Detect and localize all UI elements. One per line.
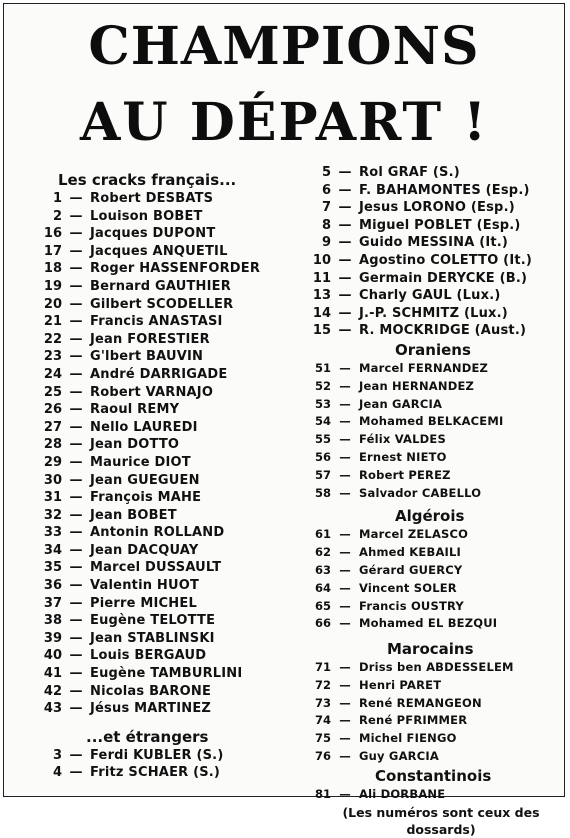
rider-name: F. BAHAMONTES (Esp.) bbox=[359, 182, 530, 198]
dash-separator: — bbox=[339, 562, 351, 577]
dash-separator: — bbox=[338, 288, 352, 304]
foreign-riders-heading: ...et étrangers bbox=[86, 727, 209, 746]
rider-row bbox=[303, 217, 565, 235]
rider-name: Nicolas BARONE bbox=[90, 683, 212, 699]
rider-row bbox=[303, 199, 565, 217]
rider-name: Gérard GUERCY bbox=[359, 562, 463, 577]
dash-separator: — bbox=[69, 613, 83, 629]
rider-row bbox=[30, 595, 300, 613]
rider-row bbox=[30, 436, 300, 454]
rider-name: Jean BOBET bbox=[90, 507, 177, 523]
rider-name: Jean GARCIA bbox=[359, 396, 443, 411]
dash-separator: — bbox=[69, 595, 83, 611]
rider-row bbox=[30, 260, 300, 278]
rider-name: Guy GARCIA bbox=[359, 749, 439, 764]
bib-number: 32 bbox=[43, 507, 62, 523]
rider-row bbox=[30, 524, 300, 542]
bib-number: 26 bbox=[43, 402, 62, 418]
rider-row bbox=[303, 396, 565, 414]
rider-row bbox=[30, 190, 300, 208]
rider-name: André DARRIGADE bbox=[90, 366, 228, 382]
rider-name: Gilbert SCODELLER bbox=[90, 296, 234, 312]
rider-name: Ahmed KEBAILI bbox=[359, 545, 462, 560]
rider-row bbox=[303, 234, 565, 252]
dash-separator: — bbox=[69, 296, 83, 312]
rider-row bbox=[30, 542, 300, 560]
rider-name: Raoul REMY bbox=[90, 402, 180, 418]
dash-separator: — bbox=[338, 182, 352, 198]
french-riders-list bbox=[30, 190, 300, 718]
rider-name: Ferdi KUBLER (S.) bbox=[90, 747, 224, 763]
rider-name: Jacques ANQUETIL bbox=[90, 243, 228, 259]
rider-row bbox=[30, 208, 300, 226]
bib-number: 38 bbox=[43, 613, 62, 629]
rider-row bbox=[30, 764, 300, 782]
rider-name: Jacques DUPONT bbox=[90, 226, 216, 242]
dash-separator: — bbox=[339, 485, 351, 500]
constantinois-heading: Constantinois bbox=[375, 766, 492, 785]
rider-row bbox=[30, 278, 300, 296]
dash-separator: — bbox=[339, 527, 351, 542]
rider-name: Robert DESBATS bbox=[90, 191, 214, 206]
dash-separator: — bbox=[69, 507, 83, 523]
bib-number: 14 bbox=[312, 305, 331, 321]
rider-name: Marcel DUSSAULT bbox=[90, 560, 222, 576]
rider-row bbox=[30, 612, 300, 630]
bib-number: 31 bbox=[43, 490, 62, 506]
bib-number: 62 bbox=[314, 545, 331, 560]
left-column bbox=[30, 170, 300, 782]
rider-row bbox=[30, 577, 300, 595]
dash-separator: — bbox=[339, 580, 351, 595]
rider-row bbox=[30, 747, 300, 765]
bib-number: 63 bbox=[314, 562, 331, 577]
dash-separator: — bbox=[339, 545, 351, 560]
bib-number: 3 bbox=[52, 747, 62, 763]
bib-number: 52 bbox=[314, 378, 331, 393]
rider-name: René REMANGEON bbox=[359, 695, 482, 710]
rider-name: Agostino COLETTO (It.) bbox=[359, 252, 533, 268]
dash-separator: — bbox=[339, 432, 351, 447]
dash-separator: — bbox=[69, 243, 83, 259]
bib-number: 15 bbox=[312, 323, 331, 339]
dash-separator: — bbox=[339, 360, 351, 375]
dash-separator: — bbox=[69, 349, 83, 365]
rider-row bbox=[303, 598, 565, 616]
bib-number: 39 bbox=[43, 630, 62, 646]
dash-separator: — bbox=[69, 560, 83, 576]
rider-name: Jean STABLINSKI bbox=[90, 630, 215, 646]
bib-number: 29 bbox=[43, 454, 62, 470]
bib-number: 55 bbox=[314, 432, 331, 447]
rider-row bbox=[303, 695, 565, 713]
bib-number: 76 bbox=[314, 749, 331, 764]
headline-line-1: CHAMPIONS bbox=[88, 16, 480, 77]
rider-row bbox=[30, 683, 300, 701]
dash-separator: — bbox=[339, 598, 351, 613]
bib-number-note-line-2: dossards) bbox=[406, 821, 476, 837]
rider-row bbox=[30, 331, 300, 349]
rider-row bbox=[303, 431, 565, 449]
rider-name: Roger HASSENFORDER bbox=[90, 261, 261, 277]
rider-row bbox=[303, 413, 565, 431]
rider-row bbox=[30, 472, 300, 490]
rider-row bbox=[303, 748, 565, 766]
bib-number: 8 bbox=[321, 217, 331, 233]
bib-number: 4 bbox=[52, 765, 62, 781]
rider-name: Jean DOTTO bbox=[90, 437, 180, 453]
rider-name: J.-P. SCHMITZ (Lux.) bbox=[359, 305, 508, 321]
bib-number: 40 bbox=[43, 648, 62, 664]
dash-separator: — bbox=[69, 472, 83, 488]
marocains-heading: Marocains bbox=[387, 640, 474, 659]
bib-number: 25 bbox=[43, 384, 62, 400]
bib-number: 7 bbox=[321, 200, 331, 216]
bib-number: 33 bbox=[43, 525, 62, 541]
dash-separator: — bbox=[338, 200, 352, 216]
rider-name: Jésus MARTINEZ bbox=[90, 701, 212, 717]
rider-name: Jesus LORONO (Esp.) bbox=[359, 200, 515, 216]
bib-number: 73 bbox=[314, 695, 331, 710]
bib-number: 57 bbox=[314, 467, 331, 482]
dash-separator: — bbox=[339, 467, 351, 482]
bib-number: 65 bbox=[314, 598, 331, 613]
rider-name: Francis ANASTASI bbox=[90, 314, 223, 330]
dash-separator: — bbox=[69, 765, 83, 781]
rider-name: Valentin HUOT bbox=[90, 578, 200, 594]
rider-name: Mohamed BELKACEMI bbox=[359, 414, 504, 429]
bib-number: 22 bbox=[43, 331, 62, 347]
rider-name: Salvador CABELLO bbox=[359, 485, 482, 500]
bib-number: 6 bbox=[321, 182, 331, 198]
dash-separator: — bbox=[339, 449, 351, 464]
headline-line-2: AU DÉPART ! bbox=[79, 92, 489, 153]
rider-row bbox=[303, 786, 565, 804]
rider-row bbox=[303, 287, 565, 305]
dash-separator: — bbox=[69, 314, 83, 330]
dash-separator: — bbox=[69, 261, 83, 277]
bib-number: 66 bbox=[314, 616, 331, 631]
rider-name: Vincent SOLER bbox=[359, 580, 457, 595]
dash-separator: — bbox=[339, 378, 351, 393]
dash-separator: — bbox=[69, 747, 83, 763]
dash-separator: — bbox=[69, 384, 83, 400]
bib-number: 5 bbox=[321, 165, 331, 180]
dash-separator: — bbox=[339, 616, 351, 631]
constantinois-list bbox=[303, 786, 565, 804]
dash-separator: — bbox=[339, 695, 351, 710]
rider-row bbox=[303, 360, 565, 378]
bib-number: 51 bbox=[314, 360, 331, 375]
rider-row bbox=[30, 225, 300, 243]
rider-name: G'lbert BAUVIN bbox=[90, 349, 204, 365]
rider-name: Marcel ZELASCO bbox=[359, 527, 469, 542]
rider-name: Fritz SCHAER (S.) bbox=[90, 765, 221, 781]
rider-row bbox=[30, 243, 300, 261]
rider-row bbox=[303, 467, 565, 485]
bib-number: 42 bbox=[43, 683, 62, 699]
bib-number: 71 bbox=[314, 660, 331, 675]
rider-row bbox=[30, 313, 300, 331]
rider-name: Marcel FERNANDEZ bbox=[359, 360, 489, 375]
rider-row bbox=[303, 270, 565, 288]
oraniens-heading: Oraniens bbox=[395, 340, 471, 359]
dash-separator: — bbox=[69, 542, 83, 558]
rider-name: Pierre MICHEL bbox=[90, 595, 197, 611]
bib-number: 10 bbox=[312, 252, 331, 268]
rider-name: Eugène TAMBURLINI bbox=[90, 666, 243, 682]
bib-number: 28 bbox=[43, 437, 62, 453]
dash-separator: — bbox=[338, 252, 352, 268]
bib-number: 75 bbox=[314, 731, 331, 746]
dash-separator: — bbox=[69, 366, 83, 382]
dash-separator: — bbox=[338, 323, 352, 339]
rider-name: Eugène TELOTTE bbox=[90, 613, 216, 629]
rider-row bbox=[303, 615, 565, 633]
rider-row bbox=[303, 659, 565, 677]
bib-number: 35 bbox=[43, 560, 62, 576]
bib-number: 56 bbox=[314, 449, 331, 464]
rider-name: Guido MESSINA (It.) bbox=[359, 235, 509, 251]
bib-number: 54 bbox=[314, 414, 331, 429]
rider-name: Robert VARNAJO bbox=[90, 384, 214, 400]
dash-separator: — bbox=[339, 396, 351, 411]
dash-separator: — bbox=[69, 419, 83, 435]
rider-name: R. MOCKRIDGE (Aust.) bbox=[359, 323, 527, 339]
dash-separator: — bbox=[338, 270, 352, 286]
rider-row bbox=[303, 305, 565, 323]
dash-separator: — bbox=[69, 525, 83, 541]
bib-number: 37 bbox=[43, 595, 62, 611]
rider-row bbox=[303, 580, 565, 598]
rider-name: Germain DERYCKE (B.) bbox=[359, 270, 528, 286]
rider-row bbox=[30, 647, 300, 665]
rider-row bbox=[303, 378, 565, 396]
bib-number: 21 bbox=[43, 314, 62, 330]
bib-number: 20 bbox=[43, 296, 62, 312]
marocains-list bbox=[303, 659, 565, 766]
dash-separator: — bbox=[339, 414, 351, 429]
rider-row bbox=[303, 485, 565, 503]
dash-separator: — bbox=[69, 208, 83, 224]
foreign-riders-list-part-2 bbox=[303, 164, 565, 340]
dash-separator: — bbox=[69, 402, 83, 418]
dash-separator: — bbox=[339, 677, 351, 692]
dash-separator: — bbox=[69, 630, 83, 646]
rider-row bbox=[303, 164, 565, 182]
bib-number: 2 bbox=[52, 208, 62, 224]
rider-name: Jean HERNANDEZ bbox=[359, 378, 475, 393]
rider-row bbox=[303, 677, 565, 695]
bib-number: 23 bbox=[43, 349, 62, 365]
rider-row bbox=[303, 182, 565, 200]
oraniens-list bbox=[303, 360, 565, 502]
dash-separator: — bbox=[69, 578, 83, 594]
bib-number: 43 bbox=[43, 701, 62, 717]
rider-row bbox=[30, 384, 300, 402]
french-riders-heading: Les cracks français... bbox=[58, 171, 237, 189]
dash-separator: — bbox=[69, 666, 83, 682]
rider-row bbox=[303, 730, 565, 748]
bib-number: 9 bbox=[321, 235, 331, 251]
bib-number: 81 bbox=[314, 786, 331, 801]
bib-number: 53 bbox=[314, 396, 331, 411]
bib-number: 17 bbox=[43, 243, 62, 259]
foreign-riders-list-part-1 bbox=[30, 747, 300, 782]
rider-name: Michel FIENGO bbox=[359, 731, 457, 746]
rider-name: Félix VALDES bbox=[359, 432, 446, 447]
bib-number: 58 bbox=[314, 485, 331, 500]
rider-name: Ernest NIETO bbox=[359, 449, 447, 464]
bib-number: 41 bbox=[43, 666, 62, 682]
dash-separator: — bbox=[69, 278, 83, 294]
rider-name: Miguel POBLET (Esp.) bbox=[359, 217, 521, 233]
rider-name: Louison BOBET bbox=[90, 208, 203, 224]
bib-number: 72 bbox=[314, 677, 331, 692]
dash-separator: — bbox=[339, 660, 351, 675]
dash-separator: — bbox=[69, 490, 83, 506]
dash-separator: — bbox=[338, 217, 352, 233]
rider-row bbox=[303, 322, 565, 340]
bib-number-note-line-1: (Les numéros sont ceux des bbox=[342, 804, 540, 820]
rider-name: Driss ben ABDESSELEM bbox=[359, 660, 514, 675]
algerois-heading: Algérois bbox=[395, 507, 465, 526]
bib-number: 1 bbox=[52, 191, 62, 206]
rider-name: Nello LAUREDI bbox=[90, 419, 198, 435]
rider-row bbox=[303, 526, 565, 544]
rider-row bbox=[30, 665, 300, 683]
rider-row bbox=[30, 507, 300, 525]
rider-name: Mohamed EL BEZQUI bbox=[359, 616, 498, 631]
rider-row bbox=[30, 700, 300, 718]
rider-row bbox=[30, 559, 300, 577]
rider-name: Louis BERGAUD bbox=[90, 648, 207, 664]
rider-row bbox=[303, 712, 565, 730]
rider-name: Maurice DIOT bbox=[90, 454, 191, 470]
rider-row bbox=[30, 454, 300, 472]
bib-number: 61 bbox=[314, 527, 331, 542]
dash-separator: — bbox=[69, 191, 83, 206]
bib-number: 74 bbox=[314, 713, 331, 728]
bib-number: 30 bbox=[43, 472, 62, 488]
bib-number: 36 bbox=[43, 578, 62, 594]
dash-separator: — bbox=[339, 749, 351, 764]
rider-row bbox=[303, 544, 565, 562]
bib-number: 11 bbox=[312, 270, 331, 286]
rider-name: Jean DACQUAY bbox=[90, 542, 199, 558]
dash-separator: — bbox=[69, 437, 83, 453]
dash-separator: — bbox=[69, 648, 83, 664]
rider-row bbox=[30, 419, 300, 437]
dash-separator: — bbox=[69, 226, 83, 242]
rider-row bbox=[30, 296, 300, 314]
dash-separator: — bbox=[339, 731, 351, 746]
rider-row bbox=[30, 366, 300, 384]
dash-separator: — bbox=[339, 713, 351, 728]
right-column-content bbox=[303, 164, 565, 838]
rider-name: Rol GRAF (S.) bbox=[359, 165, 460, 180]
dash-separator: — bbox=[69, 701, 83, 717]
rider-row bbox=[30, 630, 300, 648]
rider-name: Ali DORBANE bbox=[359, 786, 446, 801]
dash-separator: — bbox=[69, 683, 83, 699]
rider-row bbox=[303, 449, 565, 467]
rider-name: François MAHE bbox=[90, 490, 202, 506]
rider-name: Charly GAUL (Lux.) bbox=[359, 288, 501, 304]
bib-number: 34 bbox=[43, 542, 62, 558]
rider-row bbox=[30, 489, 300, 507]
dash-separator: — bbox=[338, 305, 352, 321]
rider-name: Jean GUEGUEN bbox=[90, 472, 200, 488]
rider-row bbox=[30, 401, 300, 419]
bib-number: 13 bbox=[312, 288, 331, 304]
dash-separator: — bbox=[69, 331, 83, 347]
rider-name: Jean FORESTIER bbox=[90, 331, 210, 347]
dash-separator: — bbox=[338, 235, 352, 251]
rider-row bbox=[303, 562, 565, 580]
bib-number: 27 bbox=[43, 419, 62, 435]
rider-row bbox=[30, 348, 300, 366]
rider-name: René PFRIMMER bbox=[359, 713, 468, 728]
algerois-list bbox=[303, 526, 565, 633]
rider-name: Antonin ROLLAND bbox=[90, 525, 225, 541]
rider-name: Francis OUSTRY bbox=[359, 598, 464, 613]
bib-number: 16 bbox=[43, 226, 62, 242]
rider-name: Henri PARET bbox=[359, 677, 442, 692]
dash-separator: — bbox=[339, 786, 351, 801]
rider-name: Robert PEREZ bbox=[359, 467, 451, 482]
bib-number: 18 bbox=[43, 261, 62, 277]
dash-separator: — bbox=[69, 454, 83, 470]
rider-row bbox=[303, 252, 565, 270]
bib-number: 64 bbox=[314, 580, 331, 595]
dash-separator: — bbox=[338, 165, 352, 180]
bib-number: 24 bbox=[43, 366, 62, 382]
bib-number: 19 bbox=[43, 278, 62, 294]
rider-name: Bernard GAUTHIER bbox=[90, 278, 231, 294]
